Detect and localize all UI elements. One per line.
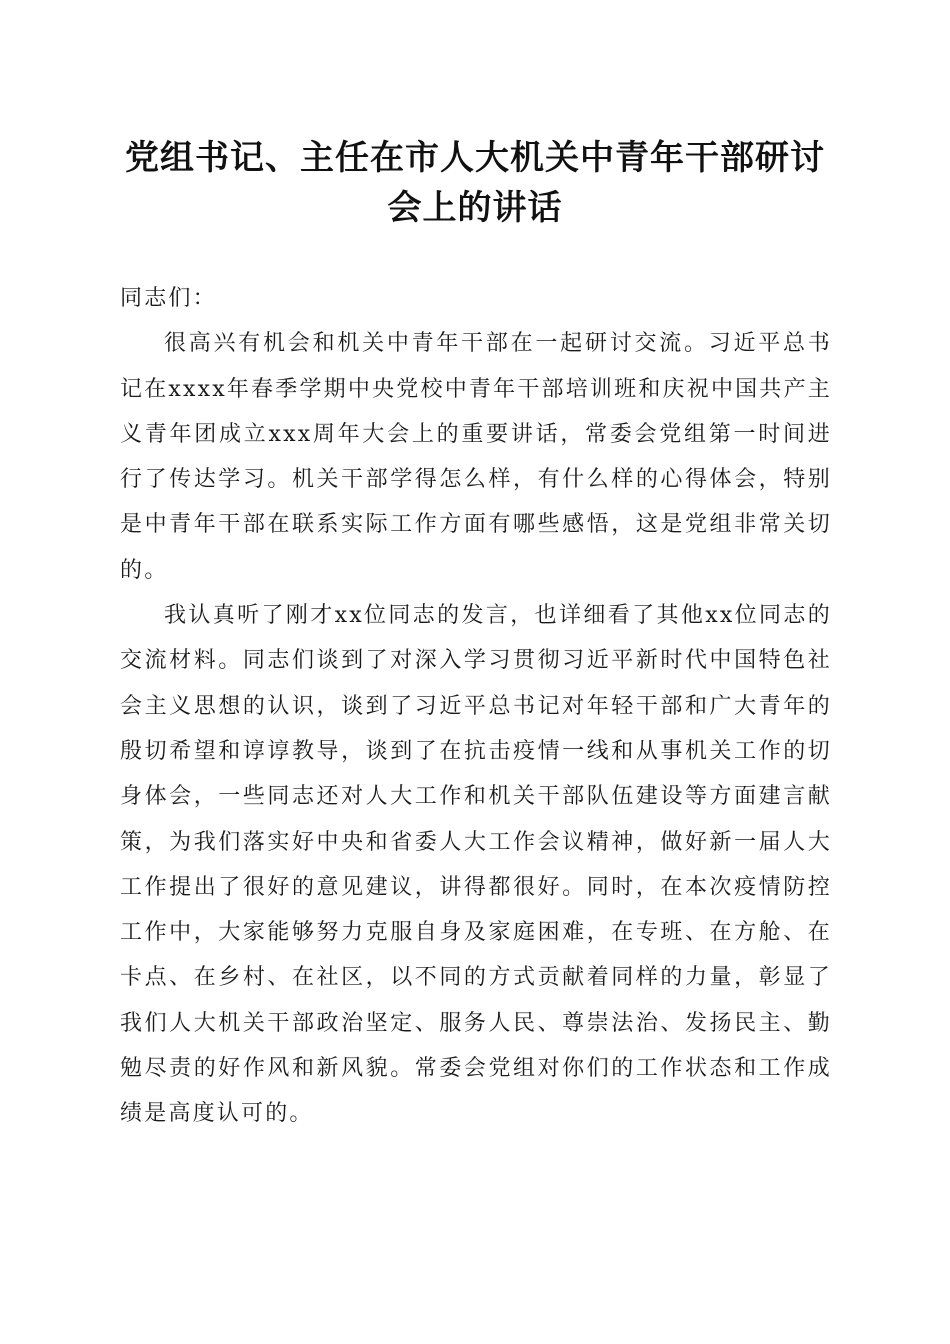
document-body [120,276,832,1137]
salutation: 同志们： [120,286,217,311]
paragraph: 很高兴有机会和机关中青年干部在一起研讨交流。习近平总书记在xxxx年春季学期中央党校中青年干部培训班和庆祝中国共产主义青年团成立xxx周年大会上的重要讲话，常委会党组第一时间进行了传达学习。机关干部学得怎么样，有什么样的心得体会，特别是中青年干部在联系实际工作方面有哪些感悟，这是党组非常关切的。 [120,331,832,583]
document-title: 党组书记、主任在市人大机关中青年干部研讨会上的讲话 [125,138,825,228]
paragraph: 我认真听了刚才xx位同志的发言，也详细看了其他xx位同志的交流材料。同志们谈到了对深入学习贯彻习近平新时代中国特色社会主义思想的认识，谈到了习近平总书记对年轻干部和广大青年的殷切希望和谆谆教导，谈到了在抗击疫情一线和从事机关工作的切身体会，一些同志还对人大工作和机关干部队伍建设等方面建言献策，为我们落实好中央和省委人大工作会议精神，做好新一届人大工作提出了很好的意见建议，讲得都很好。同时，在本次疫情防控工作中，大家能够努力克服自身及家庭困难，在专班、在方舱、在卡点、在乡村、在社区，以不同的方式贡献着同样的力量，彰显了我们人大机关干部政治坚定、服务人民、尊崇法治、发扬民主、勤勉尽责的好作风和新风貌。常委会党组对你们的工作状态和工作成绩是高度认可的。 [120,603,832,1127]
